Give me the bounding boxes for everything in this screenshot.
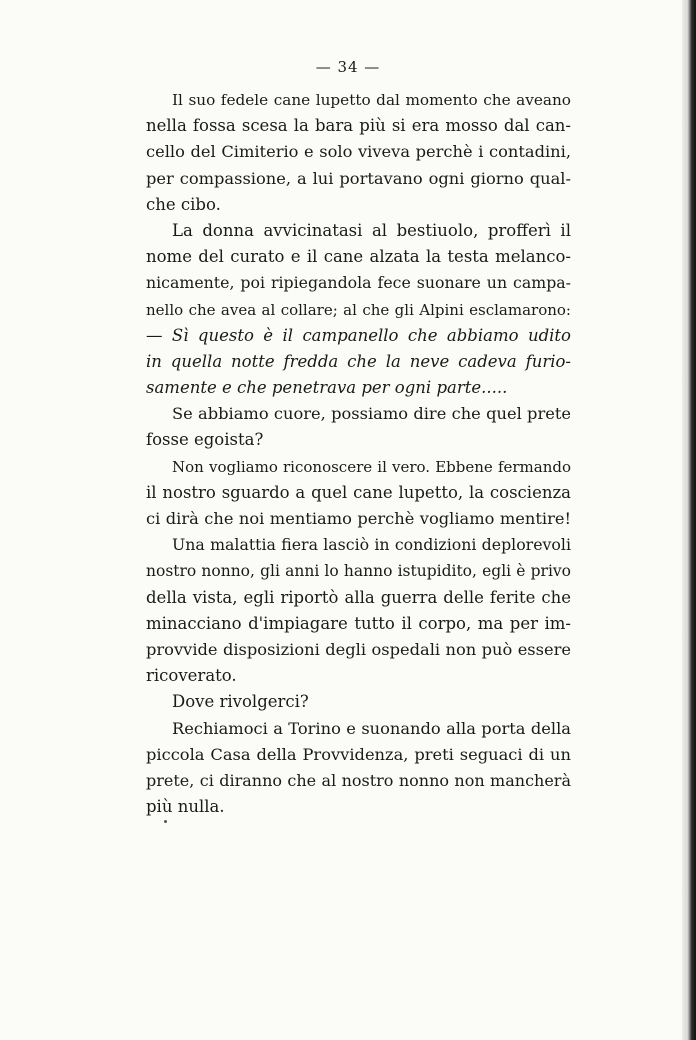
text-line: minacciano d'impiagare tutto il corpo, ma per im- <box>146 613 571 633</box>
text-line: nicamente, poi ripiegandola fece suonare un campa- <box>146 273 571 293</box>
text-line: piccola Casa della Provvidenza, preti seguaci di un <box>146 744 571 764</box>
text-line: Rechiamoci a Torino e suonando alla porta della <box>172 718 571 738</box>
paper-speck <box>164 820 167 823</box>
text-line: provvide disposizioni degli ospedali non può essere <box>146 639 571 659</box>
text-line: nome del curato e il cane alzata la testa melanco- <box>146 247 571 267</box>
text-line: ci dirà che noi mentiamo perchè vogliamo mentire! <box>146 509 571 528</box>
text-line: cello del Cimiterio e solo viveva perchè i contadini, <box>146 142 571 162</box>
body-text <box>146 87 571 820</box>
text-line: — Sì questo è il campanello che abbiamo udito <box>146 325 571 345</box>
text-line: La donna avvicinatasi al bestiuolo, profferì il <box>172 220 571 240</box>
page-edge-shadow <box>682 0 696 1040</box>
text-line: Dove rivolgerci? <box>172 692 309 712</box>
text-line: Non vogliamo riconoscere il vero. Ebbene fermando <box>172 457 571 476</box>
text-line: nella fossa scesa la bara più si era mosso dal can- <box>146 116 571 136</box>
text-line: prete, ci diranno che al nostro nonno non mancherà <box>146 770 571 790</box>
text-line: della vista, egli riportò alla guerra delle ferite che <box>146 587 571 607</box>
text-line: Una malattia fiera lasciò in condizioni deplorevoli <box>172 535 571 555</box>
text-line: ricoverato. <box>146 666 237 686</box>
text-line: che cibo. <box>146 194 221 214</box>
text-line: nello che avea al collare; al che gli Alpini esclamarono: <box>146 300 571 319</box>
text-line: fosse egoista? <box>146 430 264 450</box>
text-line: il nostro sguardo a quel cane lupetto, la coscienza <box>146 482 571 502</box>
text-line: Il suo fedele cane lupetto dal momento che aveano <box>172 91 571 109</box>
text-line: Se abbiamo cuore, possiamo dire che quel prete <box>172 404 571 424</box>
text-line: nostro nonno, gli anni lo hanno istupidito, egli è privo <box>146 562 571 581</box>
page-number: — 34 — <box>315 58 381 76</box>
text-line: samente e che penetrava per ogni parte..... <box>146 378 508 398</box>
text-line: per compassione, a lui portavano ogni giorno qual- <box>146 168 571 188</box>
text-line: più nulla. <box>146 797 225 817</box>
text-line: in quella notte fredda che la neve cadeva furio- <box>146 351 571 371</box>
